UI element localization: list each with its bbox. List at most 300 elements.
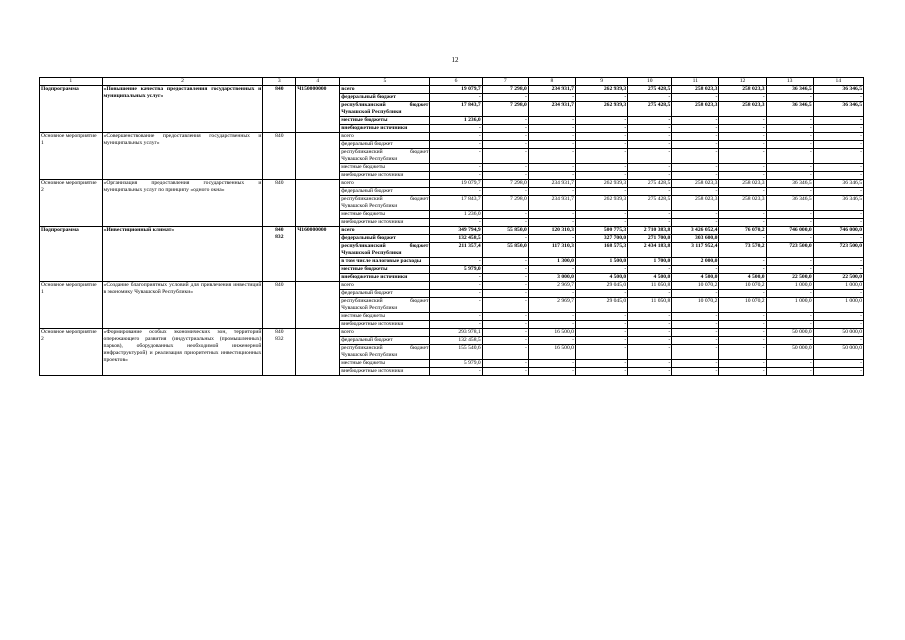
value-cell: 262 939,3 [575, 196, 627, 211]
value-cell: - [575, 266, 627, 274]
measure-type-cell: Подпрограмма [40, 227, 103, 282]
value-cell: 168 575,3 [575, 243, 627, 258]
value-cell: 22 500,0 [813, 274, 863, 282]
value-cell: - [628, 172, 672, 180]
funding-source-cell: внебюджетные источники [340, 274, 430, 282]
value-cell: 7 298,0 [482, 86, 528, 94]
funding-source-cell: в том числе налоговые расходы [340, 258, 430, 266]
header-row [40, 78, 864, 86]
value-cell: - [430, 172, 482, 180]
value-cell: 11 050,8 [628, 282, 672, 290]
value-cell: 7 298,0 [482, 102, 528, 117]
header-cell: 8 [528, 78, 575, 86]
funding-source-cell: федеральный бюджет [340, 188, 430, 196]
value-cell: - [719, 337, 766, 345]
header-cell: 7 [482, 78, 528, 86]
funding-source-cell: республиканский бюджет Чувашской Республики [341, 243, 429, 256]
value-cell: - [628, 360, 672, 368]
funding-source-cell: федеральный бюджет [340, 235, 430, 243]
value-cell: 36 346,5 [766, 180, 813, 188]
value-cell: - [430, 219, 482, 227]
value-cell: - [430, 125, 482, 133]
funding-source-cell: местные бюджеты [340, 313, 430, 321]
value-cell: 11 050,8 [628, 298, 672, 313]
funding-source-cell: внебюджетные источники [340, 321, 430, 329]
value-cell: 3 117 952,4 [672, 243, 719, 258]
value-cell: 723 500,0 [813, 243, 863, 258]
value-cell: - [766, 235, 813, 243]
funding-source-cell: внебюджетные источники [340, 172, 430, 180]
value-cell: - [482, 141, 528, 149]
value-cell: - [719, 258, 766, 266]
value-cell: 36 346,5 [766, 196, 813, 211]
measure-type-cell: Основное мероприятие 2 [40, 329, 103, 376]
value-cell: - [672, 360, 719, 368]
value-cell: - [813, 368, 863, 376]
measure-name-cell: «Формирование особых экономических зон, территорий опережающего развития (индустриальных (промышленных) парков), оборудованных необходимой инженерной инфраструктурой) и реализация приоритетных инвестиционных проектов» [102, 329, 263, 376]
value-cell: 1 500,0 [575, 258, 627, 266]
value-cell: - [813, 321, 863, 329]
value-cell: - [813, 117, 863, 125]
value-cell: - [482, 368, 528, 376]
value-cell: 258 023,3 [719, 196, 766, 211]
measure-name-cell: «Организация предоставления государственных и муниципальных услуг по принципу «одного окна» [102, 180, 263, 227]
value-cell: - [430, 141, 482, 149]
value-cell: - [482, 235, 528, 243]
value-cell: - [575, 117, 627, 125]
value-cell: - [719, 149, 766, 164]
executor-code-cell: 840 [263, 86, 296, 133]
value-cell: - [628, 321, 672, 329]
value-cell: - [672, 266, 719, 274]
value-cell: - [766, 258, 813, 266]
value-cell: 29 045,0 [575, 282, 627, 290]
header-cell: 1 [40, 78, 103, 86]
value-cell: - [813, 211, 863, 219]
value-cell: - [628, 266, 672, 274]
value-cell: - [482, 219, 528, 227]
value-cell: - [482, 313, 528, 321]
value-cell: - [482, 125, 528, 133]
value-cell: - [575, 172, 627, 180]
funding-source-cell: местные бюджеты [340, 211, 430, 219]
value-cell: - [672, 321, 719, 329]
measure-name-cell: «Инвестиционный климат» [102, 227, 263, 282]
value-cell: 258 023,3 [672, 102, 719, 117]
value-cell: 293 978,1 [430, 329, 482, 337]
value-cell: 3 000,0 [528, 274, 575, 282]
value-cell: - [813, 290, 863, 298]
value-cell: - [628, 133, 672, 141]
value-cell: - [575, 321, 627, 329]
value-cell: - [628, 313, 672, 321]
program-code-cell: Ч160000000 [296, 227, 340, 282]
value-cell: 258 023,3 [719, 102, 766, 117]
value-cell: - [672, 149, 719, 164]
measure-type-cell: Основное мероприятие 2 [40, 180, 103, 227]
value-cell: - [813, 172, 863, 180]
value-cell: 2 434 183,8 [628, 243, 672, 258]
value-cell: - [813, 337, 863, 345]
value-cell: - [528, 368, 575, 376]
value-cell: - [575, 345, 627, 360]
value-cell: - [719, 219, 766, 227]
value-cell: - [482, 321, 528, 329]
value-cell: - [528, 321, 575, 329]
value-cell: - [813, 360, 863, 368]
value-cell: - [528, 235, 575, 243]
value-cell: - [430, 298, 482, 313]
value-cell: - [628, 117, 672, 125]
value-cell: 234 931,7 [528, 102, 575, 117]
value-cell: - [719, 290, 766, 298]
page-number: 12 [451, 56, 459, 64]
value-cell: - [575, 211, 627, 219]
measure-type-cell: Основное мероприятие 1 [40, 282, 103, 329]
value-cell: - [719, 94, 766, 102]
measure-name-cell: «Совершенствование предоставления государственных и муниципальных услуг» [102, 133, 263, 180]
program-code-cell [296, 282, 340, 329]
funding-source-cell: внебюджетные источники [340, 368, 430, 376]
value-cell: - [528, 133, 575, 141]
value-cell: - [575, 329, 627, 337]
value-cell: 262 939,3 [575, 102, 627, 117]
funding-source-cell: федеральный бюджет [340, 337, 430, 345]
value-cell: - [719, 345, 766, 360]
value-cell: - [575, 337, 627, 345]
value-cell: 234 931,7 [528, 196, 575, 211]
funding-source-cell: федеральный бюджет [340, 290, 430, 298]
value-cell: 258 023,3 [672, 86, 719, 94]
program-code-cell [296, 133, 340, 180]
value-cell: - [766, 337, 813, 345]
funding-source-cell: республиканский бюджет Чувашской Республики [341, 196, 429, 209]
value-cell: - [575, 188, 627, 196]
value-cell: - [672, 164, 719, 172]
value-cell: 2 969,7 [528, 298, 575, 313]
value-cell: - [482, 282, 528, 290]
value-cell: - [813, 133, 863, 141]
value-cell: - [719, 266, 766, 274]
value-cell: 117 310,3 [528, 243, 575, 258]
value-cell: 211 357,4 [430, 243, 482, 258]
value-cell: - [672, 117, 719, 125]
value-cell: - [672, 94, 719, 102]
value-cell: 76 070,2 [719, 227, 766, 235]
value-cell: - [628, 329, 672, 337]
value-cell: - [672, 188, 719, 196]
header-cell: 6 [430, 78, 482, 86]
funding-source-cell: федеральный бюджет [340, 141, 430, 149]
value-cell: 2 000,0 [672, 258, 719, 266]
value-cell: 234 931,7 [528, 86, 575, 94]
value-cell: - [766, 321, 813, 329]
value-cell: - [766, 219, 813, 227]
funding-source-cell: местные бюджеты [340, 360, 430, 368]
table-row [40, 227, 864, 235]
value-cell: - [719, 360, 766, 368]
value-cell: - [482, 117, 528, 125]
funding-source-cell: республиканский бюджет Чувашской Республики [341, 298, 429, 311]
value-cell: - [430, 149, 482, 164]
value-cell: - [719, 329, 766, 337]
value-cell: 19 079,7 [430, 86, 482, 94]
value-cell: 36 346,5 [813, 196, 863, 211]
value-cell: 36 346,5 [813, 102, 863, 117]
funding-source-cell: всего [340, 329, 430, 337]
value-cell: - [766, 360, 813, 368]
value-cell: 275 428,5 [628, 196, 672, 211]
value-cell: - [482, 188, 528, 196]
value-cell: 349 794,9 [430, 227, 482, 235]
value-cell: 55 850,0 [482, 227, 528, 235]
header-cell: 5 [340, 78, 430, 86]
value-cell: - [528, 219, 575, 227]
value-cell: - [672, 219, 719, 227]
executor-code-cell: 840 832 [263, 329, 296, 376]
value-cell: - [672, 345, 719, 360]
value-cell: - [628, 337, 672, 345]
value-cell: - [528, 360, 575, 368]
value-cell: - [575, 360, 627, 368]
value-cell: 746 000,0 [813, 227, 863, 235]
header-cell: 2 [102, 78, 263, 86]
value-cell: - [528, 266, 575, 274]
value-cell: - [766, 313, 813, 321]
value-cell: - [575, 313, 627, 321]
value-cell: 50 000,0 [766, 345, 813, 360]
value-cell: - [672, 368, 719, 376]
value-cell: 271 700,0 [628, 235, 672, 243]
value-cell: - [766, 149, 813, 164]
value-cell: - [813, 235, 863, 243]
value-cell: 36 346,5 [766, 102, 813, 117]
value-cell: - [719, 133, 766, 141]
value-cell: - [528, 188, 575, 196]
value-cell: 155 540,6 [430, 345, 482, 360]
value-cell: - [813, 94, 863, 102]
value-cell: 262 939,3 [575, 180, 627, 188]
value-cell: - [719, 172, 766, 180]
value-cell: - [719, 141, 766, 149]
value-cell: - [766, 266, 813, 274]
value-cell: - [482, 94, 528, 102]
measure-name-cell: «Повышение качества предоставления государственных и муниципальных услуг» [102, 86, 263, 133]
value-cell: 120 310,3 [528, 227, 575, 235]
value-cell: - [628, 164, 672, 172]
value-cell: - [719, 164, 766, 172]
value-cell: - [628, 188, 672, 196]
measure-type-cell: Подпрограмма [40, 86, 103, 133]
value-cell: - [719, 313, 766, 321]
value-cell: 1 300,0 [528, 258, 575, 266]
value-cell: - [719, 368, 766, 376]
value-cell: - [528, 117, 575, 125]
value-cell: 723 500,0 [766, 243, 813, 258]
value-cell: - [672, 337, 719, 345]
value-cell: - [628, 219, 672, 227]
value-cell: - [482, 337, 528, 345]
value-cell: - [430, 258, 482, 266]
value-cell: 22 500,0 [766, 274, 813, 282]
value-cell: - [766, 290, 813, 298]
value-cell: - [575, 164, 627, 172]
value-cell: - [628, 211, 672, 219]
value-cell: 50 000,0 [813, 329, 863, 337]
value-cell: - [430, 94, 482, 102]
header-cell: 11 [672, 78, 719, 86]
value-cell: - [482, 329, 528, 337]
value-cell: 10 070,2 [719, 298, 766, 313]
value-cell: - [482, 133, 528, 141]
value-cell: - [575, 290, 627, 298]
value-cell: - [430, 313, 482, 321]
value-cell: - [813, 149, 863, 164]
value-cell: - [766, 164, 813, 172]
measure-type-cell: Основное мероприятие 1 [40, 133, 103, 180]
funding-source-cell: внебюджетные источники [340, 219, 430, 227]
value-cell: - [766, 141, 813, 149]
value-cell: 17 843,7 [430, 196, 482, 211]
table-row [40, 282, 864, 290]
funding-source-cell: республиканский бюджет Чувашской Республики [341, 345, 429, 358]
value-cell: 36 346,5 [813, 180, 863, 188]
value-cell: 17 843,7 [430, 102, 482, 117]
value-cell: - [430, 164, 482, 172]
value-cell: 1 236,0 [430, 117, 482, 125]
value-cell: 275 428,5 [628, 102, 672, 117]
value-cell: - [482, 258, 528, 266]
value-cell: 258 023,3 [672, 196, 719, 211]
value-cell: 5 979,0 [430, 360, 482, 368]
value-cell: 500 775,3 [575, 227, 627, 235]
value-cell: - [482, 274, 528, 282]
value-cell: 36 346,5 [766, 86, 813, 94]
funding-source-cell: всего [340, 133, 430, 141]
value-cell: - [813, 164, 863, 172]
value-cell: - [482, 164, 528, 172]
value-cell: 4 500,0 [672, 274, 719, 282]
value-cell: - [813, 266, 863, 274]
value-cell: - [528, 141, 575, 149]
value-cell: - [482, 266, 528, 274]
value-cell: - [719, 211, 766, 219]
value-cell: - [628, 345, 672, 360]
value-cell: 2 710 383,8 [628, 227, 672, 235]
value-cell: 132 458,5 [430, 337, 482, 345]
funding-source-cell: всего [340, 227, 430, 235]
value-cell: - [575, 94, 627, 102]
value-cell: - [672, 125, 719, 133]
value-cell: - [528, 172, 575, 180]
value-cell: - [628, 290, 672, 298]
value-cell: - [528, 313, 575, 321]
executor-code-cell: 840 [263, 180, 296, 227]
value-cell: 1 000,0 [766, 298, 813, 313]
value-cell: - [628, 125, 672, 133]
value-cell: - [528, 337, 575, 345]
value-cell: - [672, 172, 719, 180]
value-cell: 275 428,5 [628, 180, 672, 188]
value-cell: - [672, 329, 719, 337]
value-cell: - [628, 94, 672, 102]
value-cell: 1 236,0 [430, 211, 482, 219]
value-cell: - [430, 290, 482, 298]
value-cell: 19 079,7 [430, 180, 482, 188]
value-cell: 262 939,3 [575, 86, 627, 94]
value-cell: - [528, 290, 575, 298]
header-cell: 4 [296, 78, 340, 86]
value-cell: 132 458,5 [430, 235, 482, 243]
value-cell: - [766, 368, 813, 376]
budget-table [39, 77, 864, 376]
value-cell: - [482, 211, 528, 219]
value-cell: 50 000,0 [813, 345, 863, 360]
program-code-cell [296, 329, 340, 376]
value-cell: - [430, 274, 482, 282]
value-cell: - [482, 172, 528, 180]
header-cell: 10 [628, 78, 672, 86]
value-cell: 16 500,0 [528, 345, 575, 360]
value-cell: - [628, 368, 672, 376]
value-cell: - [430, 368, 482, 376]
value-cell: - [766, 172, 813, 180]
value-cell: 4 500,0 [719, 274, 766, 282]
value-cell: 10 070,2 [672, 282, 719, 290]
value-cell: - [482, 298, 528, 313]
value-cell: - [482, 345, 528, 360]
value-cell: - [482, 360, 528, 368]
funding-source-cell: всего [340, 86, 430, 94]
value-cell: - [766, 188, 813, 196]
header-cell: 9 [575, 78, 627, 86]
value-cell: 258 023,3 [672, 180, 719, 188]
value-cell: 5 979,0 [430, 266, 482, 274]
funding-source-cell: внебюджетные источники [340, 125, 430, 133]
value-cell: 1 000,0 [813, 282, 863, 290]
value-cell: - [719, 117, 766, 125]
value-cell: - [766, 94, 813, 102]
header-cell: 3 [263, 78, 296, 86]
program-code-cell: Ч150000000 [296, 86, 340, 133]
value-cell: 3 426 052,4 [672, 227, 719, 235]
value-cell: 36 346,5 [813, 86, 863, 94]
executor-code-cell: 840 [263, 282, 296, 329]
value-cell: - [766, 117, 813, 125]
value-cell: - [719, 321, 766, 329]
value-cell: 73 570,2 [719, 243, 766, 258]
value-cell: 55 850,0 [482, 243, 528, 258]
value-cell: - [575, 368, 627, 376]
value-cell: - [482, 149, 528, 164]
value-cell: - [628, 141, 672, 149]
value-cell: - [528, 149, 575, 164]
value-cell: - [766, 211, 813, 219]
value-cell: - [575, 219, 627, 227]
value-cell: - [813, 313, 863, 321]
header-cell: 13 [766, 78, 813, 86]
table-row [40, 180, 864, 188]
value-cell: 303 600,0 [672, 235, 719, 243]
funding-source-cell: местные бюджеты [340, 266, 430, 274]
value-cell: - [813, 125, 863, 133]
value-cell: - [528, 164, 575, 172]
funding-source-cell: всего [340, 282, 430, 290]
value-cell: - [430, 188, 482, 196]
value-cell: 4 500,0 [575, 274, 627, 282]
table-row [40, 133, 864, 141]
value-cell: - [672, 211, 719, 219]
